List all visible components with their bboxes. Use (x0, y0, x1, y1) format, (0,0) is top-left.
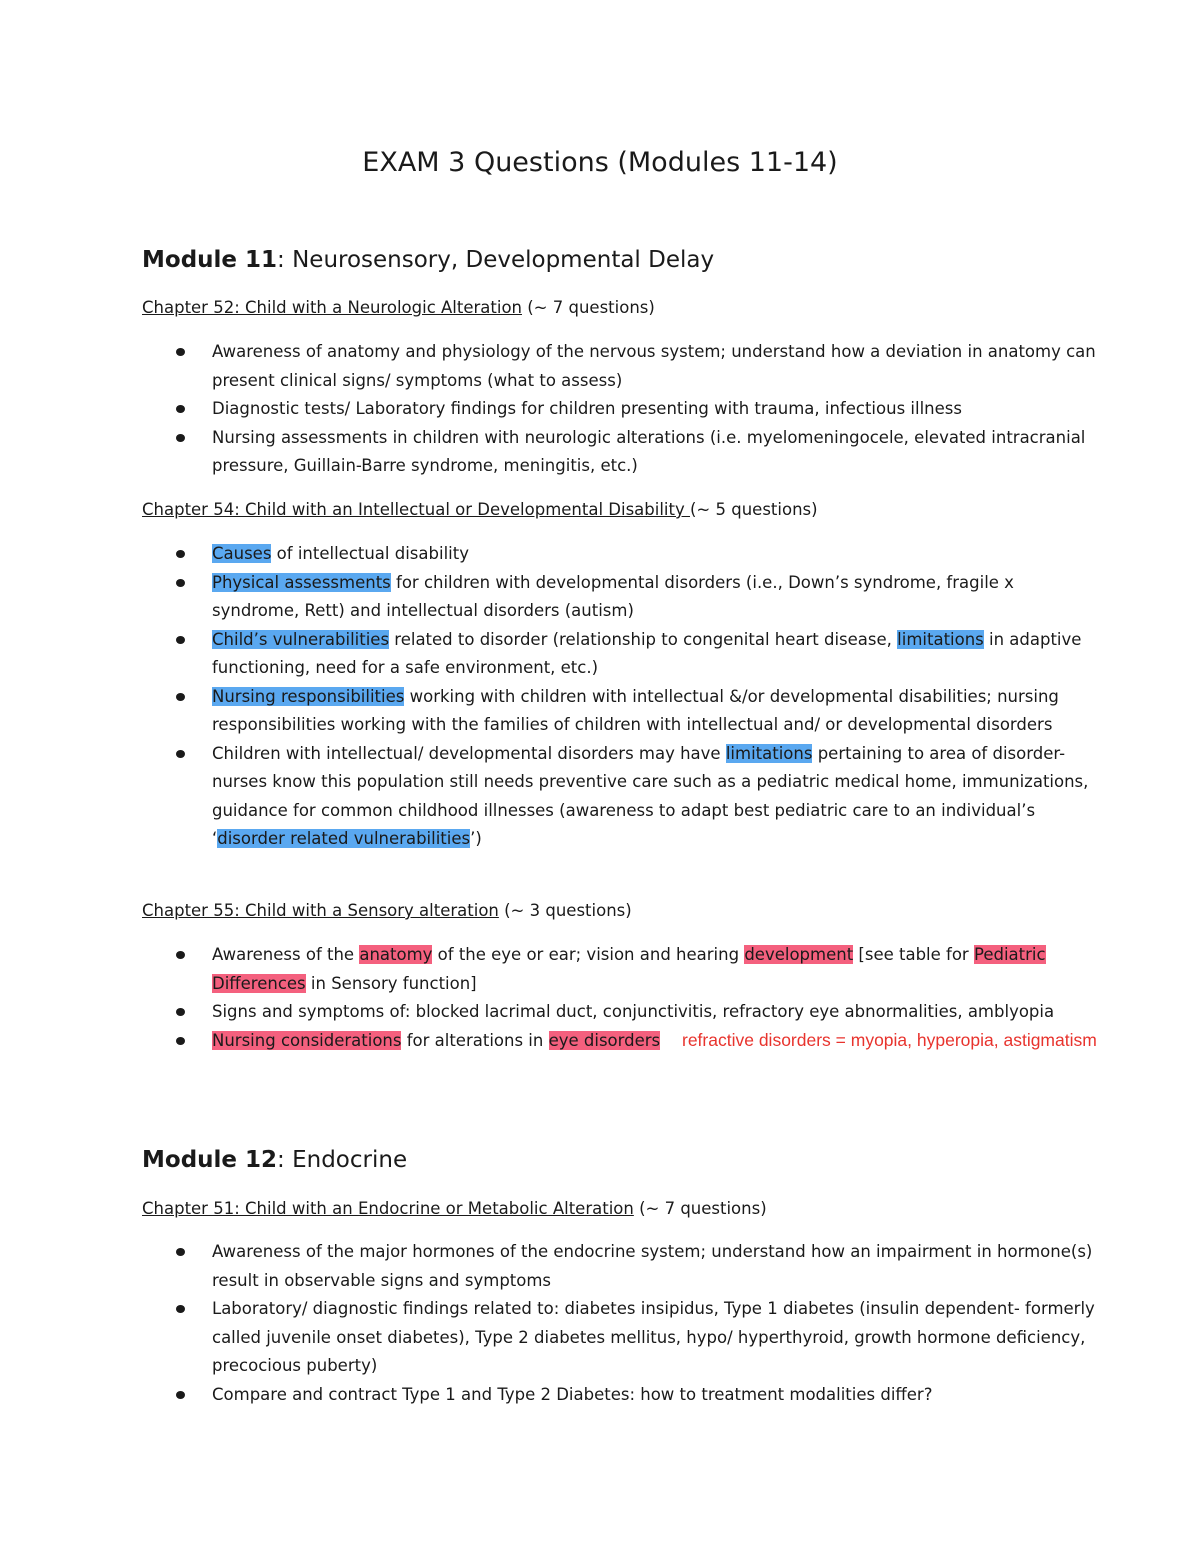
highlight: Physical assessments (212, 572, 391, 592)
highlight: development (744, 945, 854, 964)
highlight: Nursing considerations (212, 1030, 402, 1050)
bullet-icon (176, 434, 185, 442)
list-item: Child’s vulnerabilities related to disorder (relationship to congenital heart disease, limitations in adaptive functioning, need for a safe environment, etc.) (142, 626, 1102, 683)
page-title: EXAM 3 Questions (Modules 11-14) (362, 147, 838, 178)
bullet-icon (176, 348, 185, 356)
list-item-text: Laboratory/ diagnostic findings related to: diabetes insipidus, Type 1 diabetes (insulin dependent- formerly called juvenile onset diabetes), Type 2 diabetes mellitus, hypo/ hyperthyroid, growth hormone deficiency, precocious puberty) (212, 1299, 1095, 1375)
chapter-54-title: Chapter 54: Child with an Intellectual or Developmental Disability (142, 500, 690, 519)
list-item: Nursing responsibilities working with children with intellectual &/or developmental disabilities; nursing responsibilities working with the families of children with intellectual and/ or developmental disorders (142, 683, 1102, 740)
bullet-icon (176, 1008, 185, 1016)
bullet-icon (176, 1305, 185, 1313)
bullet-icon (176, 951, 185, 959)
highlight: eye disorders (548, 1030, 661, 1050)
highlight: Causes (212, 544, 272, 563)
module-11-subtitle: : Neurosensory, Developmental Delay (277, 247, 715, 273)
handwritten-annotation: refractive disorders = myopia, hyperopia, astigmatism (682, 1030, 1097, 1050)
chapter-55-count: (~ 3 questions) (498, 901, 632, 920)
highlight: Nursing responsibilities (212, 686, 405, 706)
list-item: Awareness of the anatomy of the eye or ear; vision and hearing development [see table for Pediatric Differences in Sensory function] (142, 941, 1102, 998)
chapter-52-title: Chapter 52: Child with a Neurologic Alteration (142, 298, 522, 317)
list-item (142, 1381, 1102, 1410)
bullet-icon (176, 636, 185, 644)
chapter-55-title: Chapter 55: Child with a Sensory alteration (142, 901, 499, 920)
chapter-51-list (142, 1238, 1102, 1409)
bullet-icon (176, 1391, 185, 1399)
list-item (142, 424, 1102, 481)
list-item: Physical assessments for children with developmental disorders (i.e., Down’s syndrome, fragile x syndrome, Rett) and intellectual disorders (autism) (142, 569, 1102, 626)
module-11-heading (142, 244, 714, 276)
bullet-icon (176, 693, 185, 701)
bullet-icon (176, 1248, 185, 1256)
highlight: Pediatric Differences (212, 945, 1046, 993)
chapter-52-count: (~ 7 questions) (522, 298, 655, 317)
chapter-51-heading (142, 1197, 767, 1221)
highlight: anatomy (359, 945, 433, 964)
chapter-54-count: (~ 5 questions) (690, 500, 818, 519)
list-item (142, 998, 1102, 1027)
chapter-54-heading (142, 498, 818, 522)
list-item-text: Compare and contract Type 1 and Type 2 Diabetes: how to treatment modalities differ? (212, 1384, 933, 1404)
chapter-52-heading (142, 296, 655, 320)
bullet-icon (176, 750, 185, 758)
chapter-52-list (142, 338, 1102, 481)
list-item-text: Nursing assessments in children with neurologic alterations (i.e. myelomeningocele, elevated intracranial pressure, Guillain-Barre syndrome, meningitis, etc.) (212, 427, 1086, 475)
module-12-heading (142, 1144, 407, 1176)
list-item: Nursing considerations for alterations in eye disorders (142, 1027, 1102, 1056)
list-item: Children with intellectual/ developmental disorders may have limitations pertaining to area of disorder- nurses know this population still needs preventive care such as a pediatric medical home, immunizations, guidance for common childhood illnesses (awareness to adapt best pediatric care to an individual’s ‘disorder related vulnerabilities’) (142, 740, 1102, 854)
highlight: disorder related vulnerabilities (217, 829, 471, 848)
bullet-icon (176, 405, 185, 413)
list-item (142, 338, 1102, 395)
bullet-icon (176, 1037, 185, 1045)
bullet-icon (176, 579, 185, 587)
list-item: Causes of intellectual disability (142, 540, 1102, 569)
module-12-subtitle: : Endocrine (277, 1147, 408, 1173)
chapter-54-list (142, 540, 1102, 854)
list-item-text: Signs and symptoms of: blocked lacrimal duct, conjunctivitis, refractory eye abnormalities, amblyopia (212, 1002, 1055, 1021)
chapter-55-heading (142, 899, 632, 923)
list-item-text: Diagnostic tests/ Laboratory findings for children presenting with trauma, infectious illness (212, 399, 962, 418)
list-item-text: Awareness of the major hormones of the endocrine system; understand how an impairment in hormone(s) result in observable signs and symptoms (212, 1242, 1093, 1290)
chapter-51-count: (~ 7 questions) (633, 1199, 767, 1218)
highlight: limitations (897, 629, 984, 649)
list-item (142, 1238, 1102, 1295)
list-item (142, 1295, 1102, 1381)
highlight: Child’s vulnerabilities (212, 629, 390, 649)
module-11-label: Module 11 (142, 247, 278, 273)
bullet-icon (176, 550, 185, 558)
module-12-label: Module 12 (142, 1147, 278, 1173)
list-item-text: Awareness of anatomy and physiology of the nervous system; understand how a deviation in anatomy can present clinical signs/ symptoms (what to assess) (212, 342, 1096, 390)
list-item (142, 395, 1102, 424)
chapter-51-title: Chapter 51: Child with an Endocrine or Metabolic Alteration (142, 1199, 634, 1218)
highlight: limitations (725, 743, 813, 763)
